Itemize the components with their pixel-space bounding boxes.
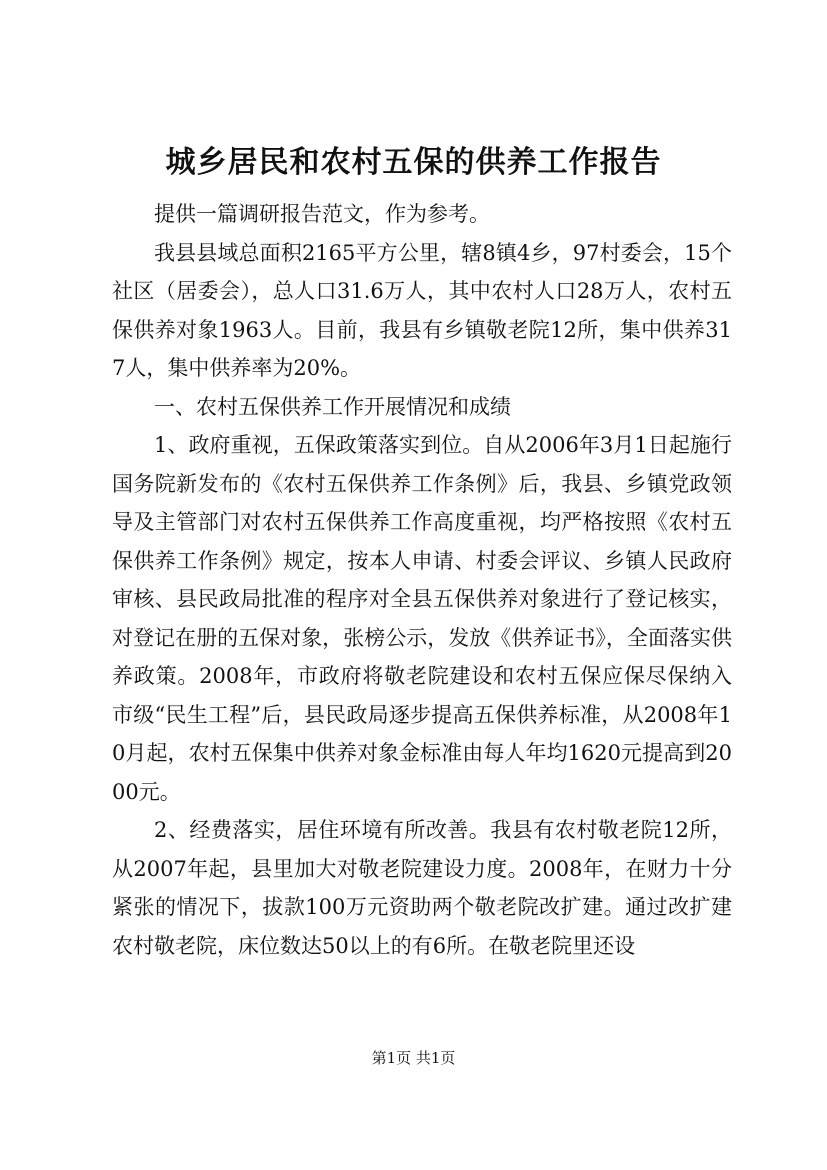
page-footer: 第1页 共1页: [371, 1049, 456, 1067]
document-body: [112, 195, 732, 965]
paragraph-intro: 提供一篇调研报告范文，作为参考。: [154, 202, 490, 226]
paragraph-funding-environment: 2、经费落实，居住环境有所改善。我县有农村敬老院12所，从2007年起，县里加大对敬老院建设力度。2008年，在财力十分紧张的情况下，拔款100万元资助两个敬老院改扩建。通过改扩建农村敬老院，床位数达50以上的有6所。在敬老院里还设: [112, 818, 732, 958]
document-title: 城乡居民和农村五保的供养工作报告: [165, 145, 662, 180]
section-heading-1: 一、农村五保供养工作开展情况和成绩: [154, 394, 511, 419]
paragraph-county-overview: 我县县域总面积2165平方公里，辖8镇4乡，97村委会，15个社区（居委会），总人口31.6万人，其中农村人口28万人，农村五保供养对象1963人。目前，我县有乡镇敬老院12所，集中供养317人，集中供养率为20%。: [112, 240, 732, 380]
paragraph-policy-implementation: 1、政府重视，五保政策落实到位。自从2006年3月1日起施行国务院新发布的《农村五保供养工作条例》后，我县、乡镇党政领导及主管部门对农村五保供养工作高度重视，均严格按照《农村五保供养工作条例》规定，按本人申请、村委会评议、乡镇人民政府审核、县民政局批准的程序对全县五保供养对象进行了登记核实，对登记在册的五保对象，张榜公示，发放《供养证书》，全面落实供养政策。2008年，市政府将敬老院建设和农村五保应保尽保纳入市级“民生工程”后，县民政局逐步提高五保供养标准，从2008年10月起，农村五保集中供养对象金标准由每人年均1620元提高到2000元。: [112, 433, 732, 804]
